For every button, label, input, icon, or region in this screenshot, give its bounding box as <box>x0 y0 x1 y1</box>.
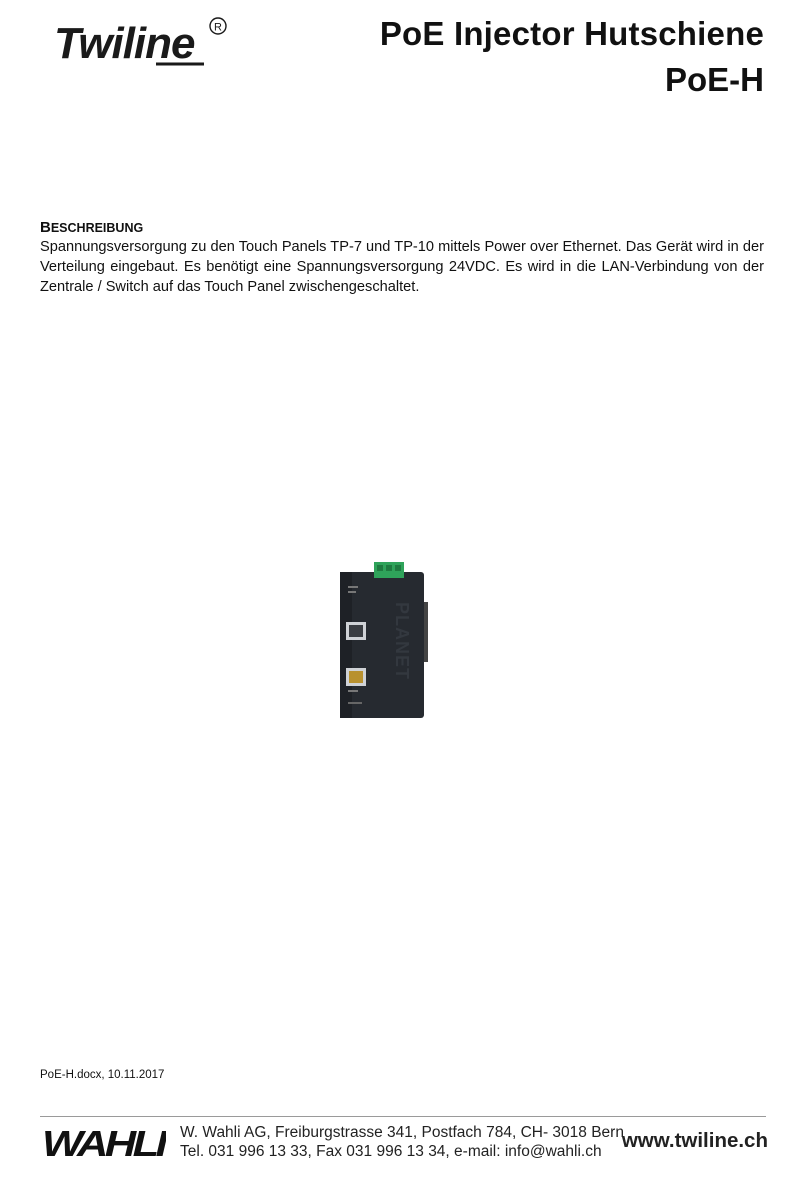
twiline-logo <box>52 14 232 74</box>
wahli-logo-text: WAHLI <box>42 1126 166 1160</box>
twiline-logo-text: Twiline <box>54 19 195 68</box>
website-link[interactable]: www.twiline.ch <box>621 1129 768 1152</box>
company-address <box>180 1123 624 1161</box>
section-heading <box>40 220 764 236</box>
title-product-name: PoE Injector Hutschiene <box>379 15 764 52</box>
description-text: Spannungsversorgung zu den Touch Panels TP-7 und TP-10 mittels Power over Ethernet. Das Gerät wird in der Verteilung eingebaut. Es benötigt eine Spannungsversorgung 24VDC. Es wird in die LAN-Verbindung von der Zentrale / Switch auf das Touch Panel zwischengeschaltet. <box>40 239 764 295</box>
description-section <box>40 220 764 297</box>
svg-text:R: R <box>214 21 222 34</box>
wahli-logo <box>42 1126 166 1165</box>
twiline-logo-graphic <box>52 14 232 74</box>
address-line-2: Tel. 031 996 13 33, Fax 031 996 13 34, e-mail: info@wahli.ch <box>180 1143 602 1160</box>
poe-injector-illustration <box>318 556 438 722</box>
wahli-logo-graphic <box>42 1126 166 1160</box>
footer-divider <box>40 1116 766 1117</box>
section-heading-rest: ESCHREIBUNG <box>50 221 144 235</box>
address-line-1: W. Wahli AG, Freiburgstrasse 341, Postfach 784, CH- 3018 Bern <box>180 1124 624 1141</box>
product-brand-text: PLANET <box>392 602 412 680</box>
product-image <box>318 556 438 722</box>
section-heading-initial: B <box>40 219 51 236</box>
document-title <box>380 14 764 100</box>
document-filename-date: PoE-H.docx, 10.11.2017 <box>40 1069 165 1081</box>
title-product-code: PoE-H <box>665 61 764 98</box>
